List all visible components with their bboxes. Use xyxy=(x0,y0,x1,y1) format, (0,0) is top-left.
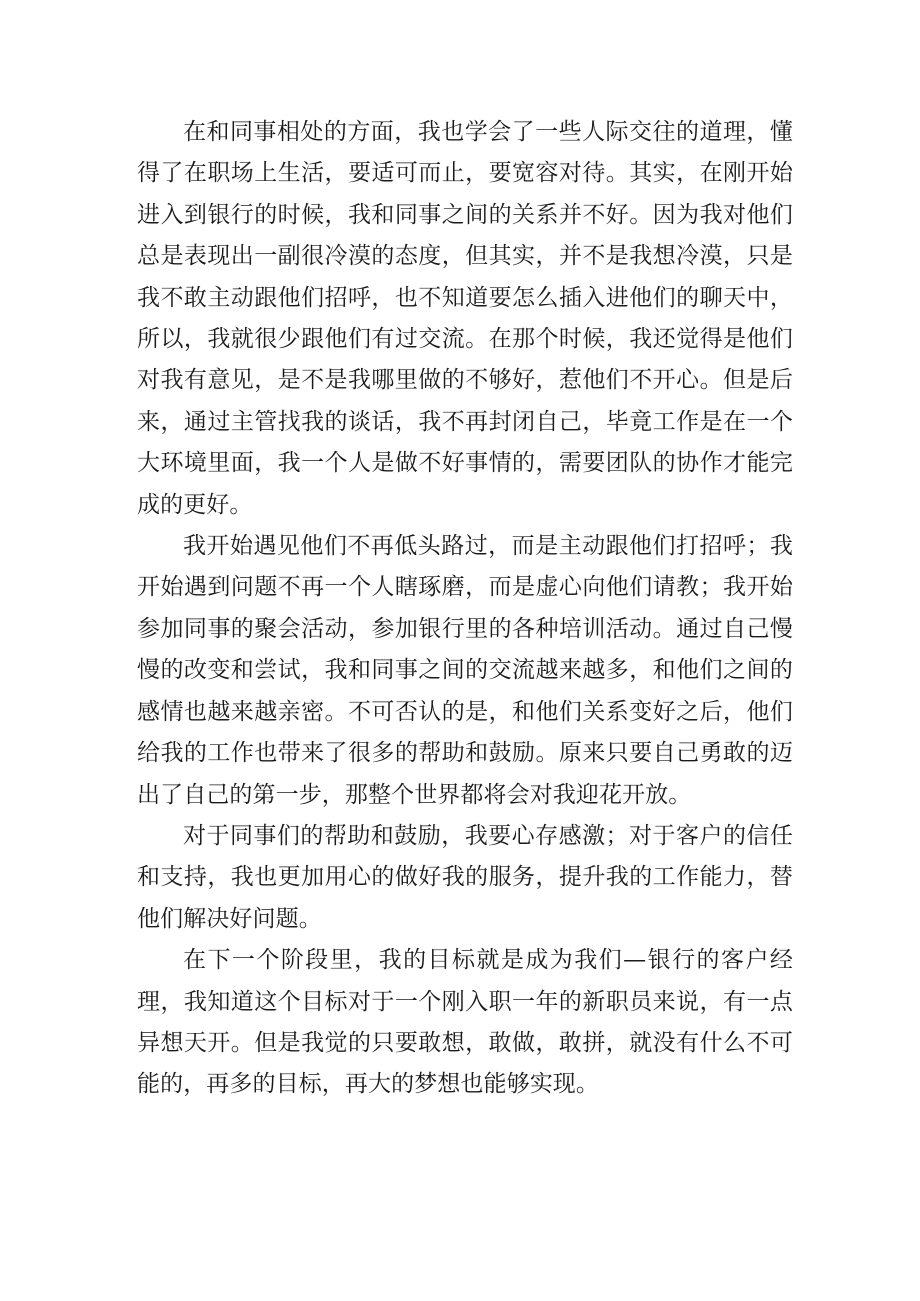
paragraph-colleague-relations: 在和同事相处的方面，我也学会了一些人际交往的道理，懂得了在职场上生活，要适可而止，要宽容对待。其实，在刚开始进入到银行的时候，我和同事之间的关系并不好。因为我对他们总是表现出一副很冷漠的态度，但其实，并不是我想冷漠，只是我不敢主动跟他们招呼，也不知道要怎么插入进他们的聊天中，所以，我就很少跟他们有过交流。在那个时候，我还觉得是他们对我有意见，是不是我哪里做的不够好，惹他们不开心。但是后来，通过主管找我的谈话，我不再封闭自己，毕竟工作是在一个大环境里面，我一个人是做不好事情的，需要团队的协作才能完成的更好。 xyxy=(137,119,793,518)
document-body xyxy=(137,112,793,1106)
paragraph-gratitude: 对于同事们的帮助和鼓励，我要心存感激；对于客户的信任和支持，我也更加用心的做好我的服务，提升我的工作能力，替他们解决好问题。 xyxy=(137,822,793,932)
paragraph-proactive-change: 我开始遇见他们不再低头路过，而是主动跟他们打招呼；我开始遇到问题不再一个人瞎琢磨，而是虚心向他们请教；我开始参加同事的聚会活动，参加银行里的各种培训活动。通过自己慢慢的改变和尝试，我和同事之间的交流越来越多，和他们之间的感情也越来越亲密。不可否认的是，和他们关系变好之后，他们给我的工作也带来了很多的帮助和鼓励。原来只要自己勇敢的迈出了自己的第一步，那整个世界都将会对我迎花开放。 xyxy=(137,533,793,808)
paragraph-next-goal: 在下一个阶段里，我的目标就是成为我们—银行的客户经理，我知道这个目标对于一个刚入职一年的新职员来说，有一点异想天开。但是我觉的只要敢想，敢做，敢拼，就没有什么不可能的，再多的目标，再大的梦想也能够实现。 xyxy=(137,947,793,1098)
